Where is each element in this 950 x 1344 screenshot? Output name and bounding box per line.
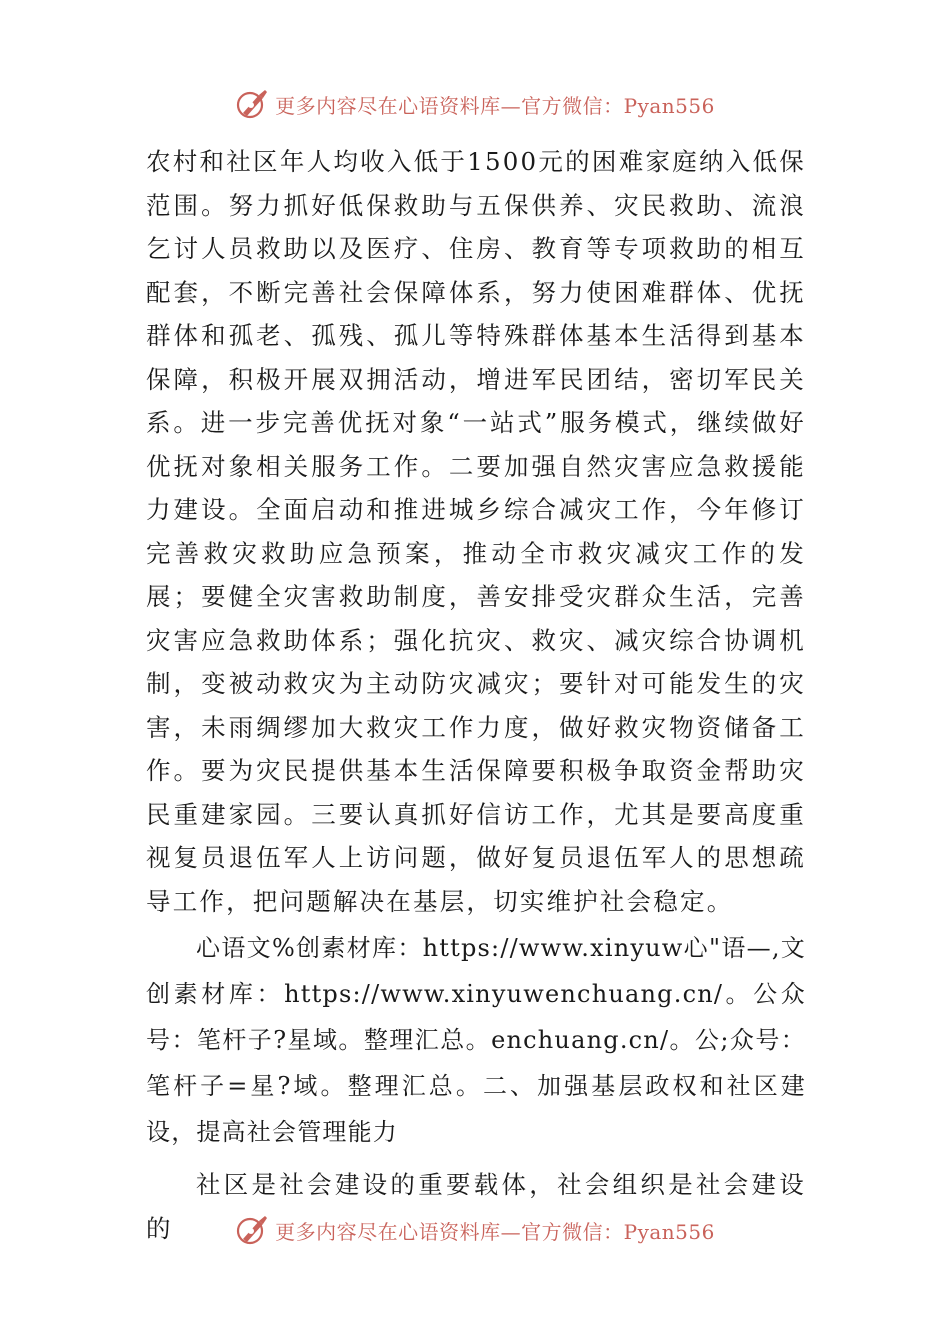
body-paragraph-1: 农村和社区年人均收入低于1500元的困难家庭纳入低保范围。努力抓好低保救助与五保供养、灾民救助、流浪乞讨人员救助以及医疗、住房、教育等专项救助的相互配套，不断完善社会保障体系，努力使困难群体、优抚群体和孤老、孤残、孤儿等特殊群体基本生活得到基本保障，积极开展双拥活动，增进军民团结，密切军民关系。进一步完善优抚对象“一站式”服务模式，继续做好优抚对象相关服务工作。二要加强自然灾害应急救援能力建设。全面启动和推进城乡综合减灾工作，今年修订完善救灾救助应急预案，推动全市救灾减灾工作的发展；要健全灾害救助制度，善安排受灾群众生活，完善灾害应急救助体系；强化抗灾、救灾、减灾综合协调机制，变被动救灾为主动防灾减灾；要针对可能发生的灾害，未雨绸缪加大救灾工作力度，做好救灾物资储备工作。要为灾民提供基本生活保障要积极争取资金帮助灾民重建家园。三要认真抓好信访工作，尤其是要高度重视复员退伍军人上访问题，做好复员退伍军人的思想疏导工作，把问题解决在基层，切实维护社会稳定。 (146, 147, 806, 916)
footer-banner (0, 1210, 950, 1250)
footer-banner-text: 更多内容尽在心语资料库—官方微信：Pyan556 (275, 1219, 715, 1244)
body-paragraph-2: 心语文%创素材库：https://www.xinyuw心"语—,文创素材库：https://www.xinyuwenchuang.cn/。公众号：笔杆子?星域。整理汇总。enchuang.cn/。公;众号：笔杆子=星?域。整理汇总。二、加强基层政权和社区建设，提高社会管理能力 (146, 934, 806, 1146)
header-banner-text: 更多内容尽在心语资料库—官方微信：Pyan556 (275, 93, 715, 118)
document-body (146, 140, 806, 1250)
pen-logo-icon (235, 1213, 269, 1247)
pen-logo-icon (235, 87, 269, 121)
header-banner (0, 84, 950, 124)
body-paragraph-3: 社区是社会建设的重要载体，社会组织是社会建设的 (146, 1170, 806, 1243)
